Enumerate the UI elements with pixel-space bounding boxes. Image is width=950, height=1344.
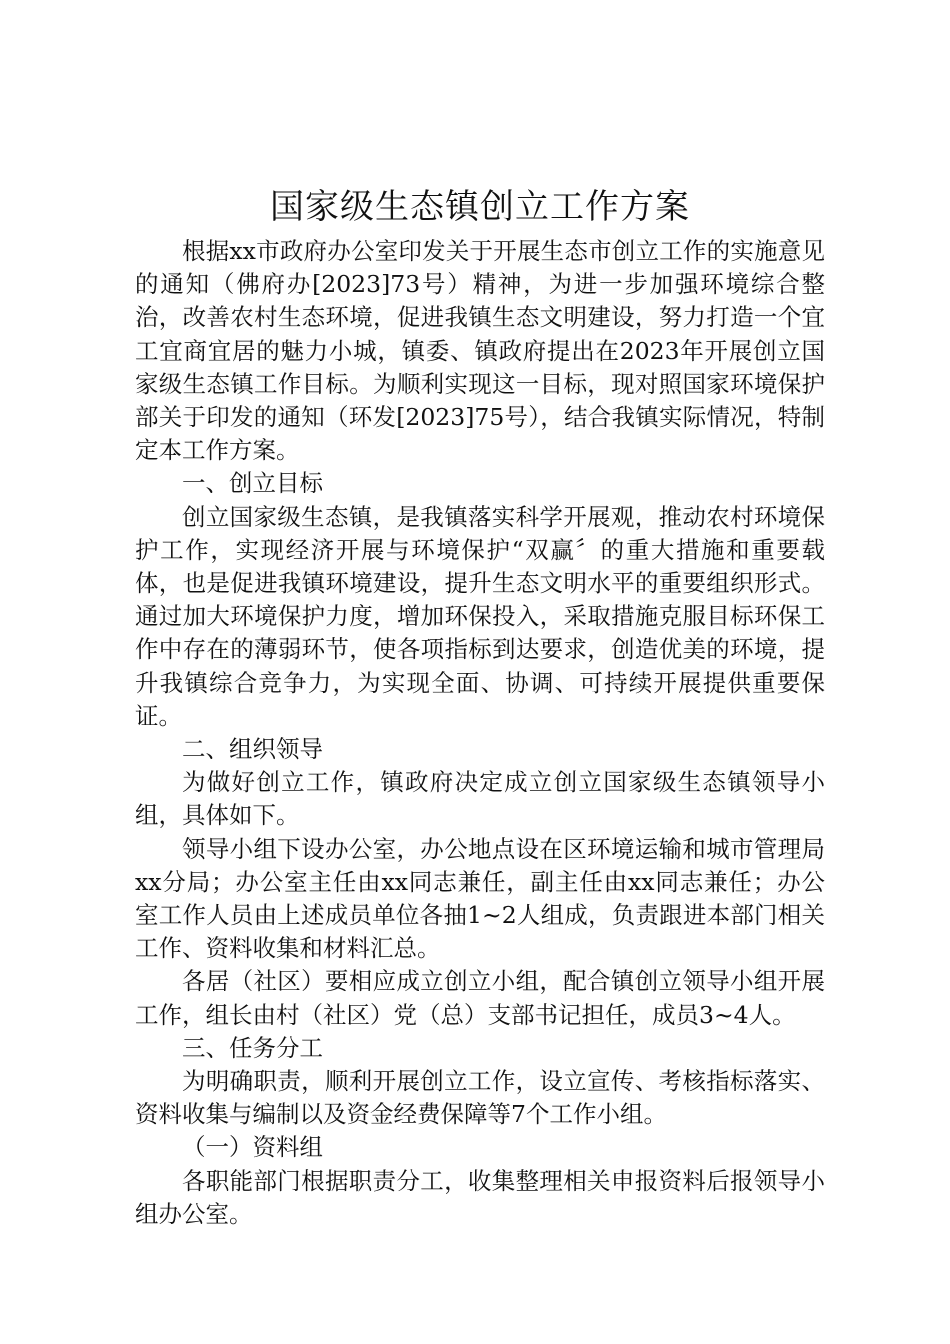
section-heading-tasks: 三、任务分工 <box>182 1033 323 1062</box>
organization-paragraph: 为做好创立工作，镇政府决定成立创立国家级生态镇领导小组，具体如下。 <box>135 768 825 830</box>
office-paragraph: 领导小组下设办公室，办公地点设在区环境运输和城市管理局xx分局；办公室主任由xx同志兼任，副主任由xx同志兼任；办公室工作人员由上述成员单位各抽1~2人组成，负责跟进本部门相关工作、资料收集和材料汇总。 <box>135 834 825 963</box>
document-body <box>135 183 825 1231</box>
tasks-paragraph: 为明确职责，顺利开展创立工作，设立宣传、考核指标落实、资料收集与编制以及资金经费保障等7个工作小组。 <box>135 1067 825 1129</box>
section-heading-goal: 一、创立目标 <box>182 469 323 498</box>
materials-paragraph: 各职能部门根据职责分工，收集整理相关申报资料后报领导小组办公室。 <box>135 1166 825 1228</box>
subsection-heading-materials: （一）资料组 <box>182 1133 323 1162</box>
section-heading-organization: 二、组织领导 <box>182 735 323 764</box>
goal-paragraph: 创立国家级生态镇，是我镇落实科学开展观，推动农村环境保护工作，实现经济开展与环境保护“双赢〞的重大措施和重要载体，也是促进我镇环境建设，提升生态文明水平的重要组织形式。通过加大环境保护力度，增加环保投入，采取措施克服目标环保工作中存在的薄弱环节，使各项指标到达要求，创造优美的环境，提升我镇综合竞争力，为实现全面、协调、可持续开展提供重要保证。 <box>135 502 825 730</box>
community-paragraph: 各居（社区）要相应成立创立小组，配合镇创立领导小组开展工作，组长由村（社区）党（总）支部书记担任，成员3~4人。 <box>135 967 825 1029</box>
intro-paragraph: 根据xx市政府办公室印发关于开展生态市创立工作的实施意见的通知（佛府办[2023]73号）精神，为进一步加强环境综合整治，改善农村生态环境，促进我镇生态文明建设，努力打造一个宜工宜商宜居的魅力小城，镇委、镇政府提出在2023年开展创立国家级生态镇工作目标。为顺利实现这一目标，现对照国家环境保护部关于印发的通知（环发[2023]75号），结合我镇实际情况，特制定本工作方案。 <box>135 237 825 465</box>
document-title: 国家级生态镇创立工作方案 <box>270 187 690 227</box>
